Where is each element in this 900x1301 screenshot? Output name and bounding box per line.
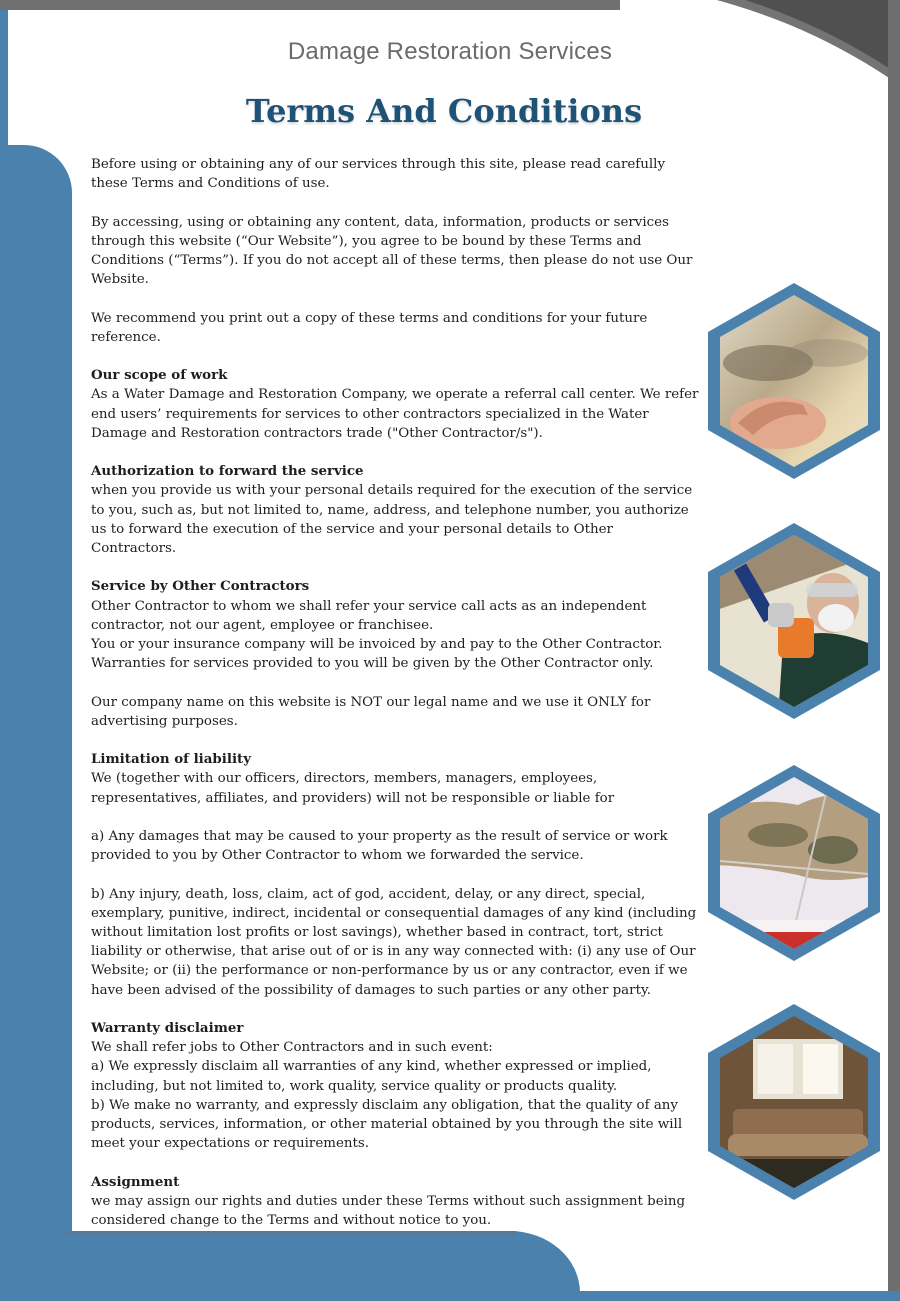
terms-body: [91, 155, 701, 1249]
section-paragraph: when you provide us with your personal details required for the execution of the service to you, such as, but not limited to, name, address, and telephone number, you authorize us to forward the execution of the service and your personal details to Other Contractors.: [91, 483, 693, 556]
section-paragraph: As a Water Damage and Restoration Company, we operate a referral call center. We refer end users’ requirements for services to other contractors specialized in the Water Damage and Restoration contractors trade ("Other Contractor/s").: [91, 387, 699, 441]
page-title: Terms And Conditions: [245, 92, 643, 130]
worker-removing-ceiling-photo: [708, 523, 880, 719]
mold-ceiling-tiles-photo: [708, 765, 880, 961]
intro-paragraph: We recommend you print out a copy of these terms and conditions for your future reference.: [91, 310, 648, 345]
section-heading: Our scope of work: [91, 367, 228, 384]
intro-paragraph: By accessing, using or obtaining any content, data, information, products or services through this website (“Our Website”), you agree to be bound by these Terms and Conditions (“Terms”). If you do not accept all of these terms, then please do not use Our Website.: [91, 214, 693, 288]
left-blue-strip: [0, 10, 8, 1301]
section-paragraph: a) Any damages that may be caused to your property as the result of service or work provided to you by Other Contractor to whom we forwarded the service.: [91, 828, 668, 864]
section-paragraph: b) Any injury, death, loss, claim, act of god, accident, delay, or any direct, special, exemplary, punitive, indirect, incidental or consequential damages of any kind (including without limitation lost profits or lost savings), whether based in contract, tort, strict liability or otherwise, that arise out of or is in any way connected with: (i) any use of Our Website; or (ii) the performance or non-performance by us or any contractor, even if we have been advised of the possibility of damages to such parties or any other party.: [91, 886, 697, 998]
section-paragraph: We (together with our officers, directors, members, managers, employees, representatives, affiliates, and providers) will not be responsible or liable for: [91, 771, 615, 806]
section-line: Other Contractor to whom we shall refer your service call acts as an independent contractor, not our agent, employee or franchisee.: [91, 598, 647, 633]
page-subtitle: Damage Restoration Services: [287, 38, 613, 65]
section-scope-of-work: [91, 366, 701, 443]
right-gray-band: [888, 0, 900, 1291]
section-paragraph: Our company name on this website is NOT our legal name and we use it ONLY for advertising purposes.: [91, 694, 651, 729]
section-line: We shall refer jobs to Other Contractors and in such event:: [91, 1040, 493, 1056]
left-blue-lobe: [8, 145, 72, 1245]
damaged-room-sofa-photo: [708, 1004, 880, 1200]
section-line: Warranties for services provided to you will be given by the Other Contractor only.: [91, 656, 654, 672]
section-heading: Service by Other Contractors: [91, 578, 310, 595]
section-service-by-other-contractors: [91, 577, 701, 731]
section-heading: Assignment: [91, 1173, 180, 1190]
section-line: You or your insurance company will be invoiced by and pay to the Other Contractor.: [91, 637, 663, 652]
section-heading: Authorization to forward the service: [91, 463, 364, 480]
section-line: a) We expressly disclaim all warranties of any kind, whether expressed or implied, including, but not limited to, work quality, service quality or products quality.: [91, 1059, 652, 1094]
section-warranty-disclaimer: [91, 1019, 701, 1153]
section-line: b) We make no warranty, and expressly disclaim any obligation, that the quality of any products, services, information, or other material obtained by you through the site will meet your expectations or requirements.: [91, 1097, 683, 1152]
intro-paragraph: Before using or obtaining any of our services through this site, please read carefully these Terms and Conditions of use.: [91, 157, 666, 192]
mold-wall-hand-photo: [708, 283, 880, 479]
section-paragraph: we may assign our rights and duties under these Terms without such assignment being considered change to the Terms and without notice to you.: [91, 1193, 686, 1228]
section-assignment: [91, 1173, 701, 1231]
section-limitation-of-liability: [91, 750, 701, 1000]
section-heading: Limitation of liability: [91, 751, 252, 768]
section-heading: Warranty disclaimer: [91, 1019, 244, 1036]
section-authorization: [91, 462, 701, 558]
